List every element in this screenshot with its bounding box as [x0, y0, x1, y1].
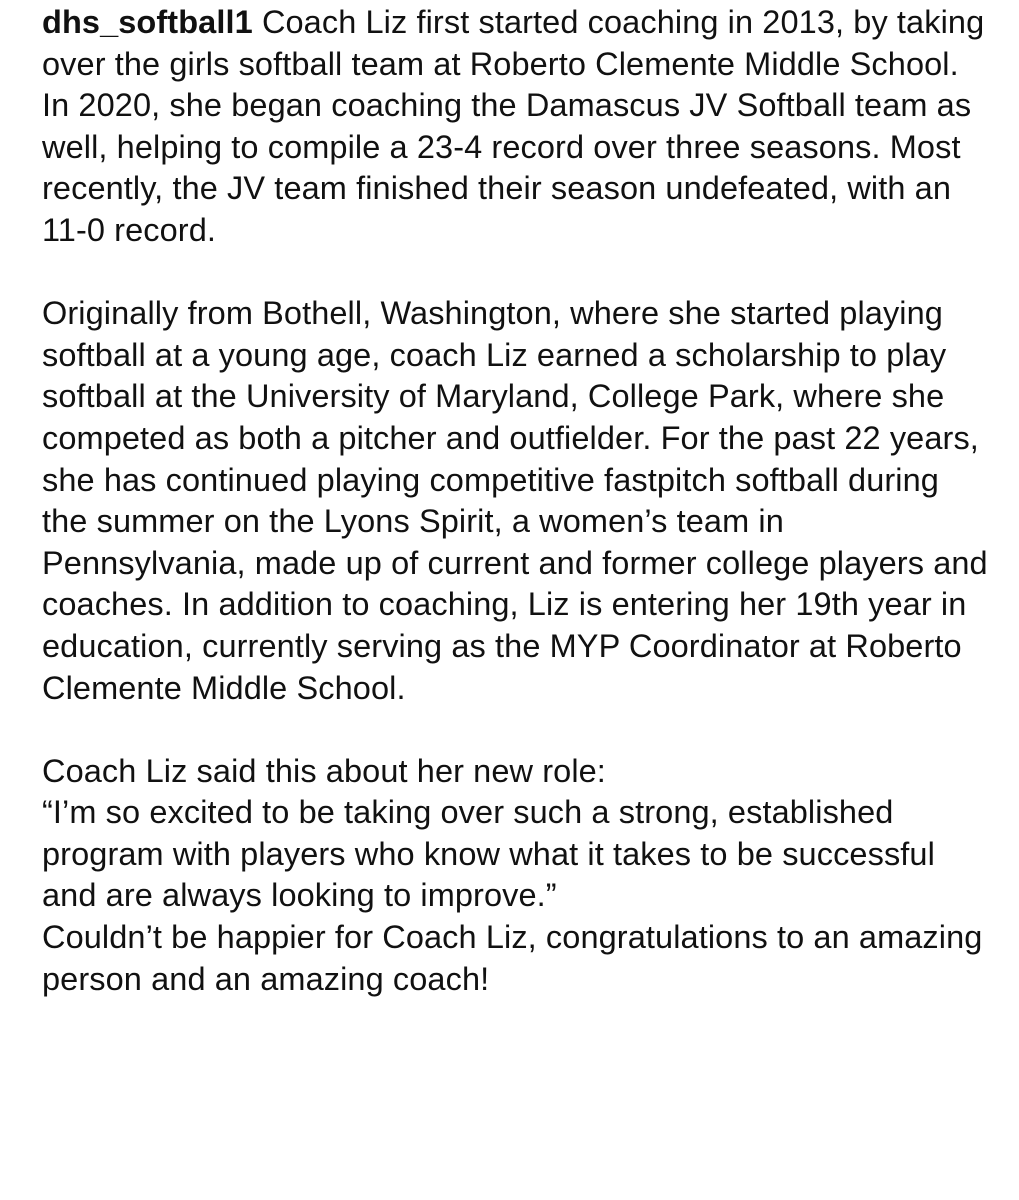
caption-text-1: Coach Liz first started coaching in 2013, by taking over the girls softball team at Roberto Clemente Middle School. In 2020, she began coaching the Damascus JV Softball team as well, helping to compile a 23-4 record over three seasons. Most recently, the JV team finished their season undefeated, with an 11-0 record.	[42, 4, 985, 248]
username-link[interactable]: dhs_softball1	[42, 4, 253, 40]
paragraph-spacer	[42, 252, 992, 294]
caption-paragraph-3: Coach Liz said this about her new role:	[42, 752, 606, 789]
caption-paragraph-1	[42, 2, 992, 252]
caption-quote: “I’m so excited to be taking over such a strong, established program with players who know what it takes to be successful and are always looking to improve.”	[42, 794, 935, 914]
paragraph-spacer	[42, 709, 992, 751]
caption-paragraph-2: Originally from Bothell, Washington, where she started playing softball at a young age, coach Liz earned a scholarship to play softball at the University of Maryland, College Park, where she competed as both a pitcher and outfielder. For the past 22 years, she has continued playing competitive fastpitch softball during the summer on the Lyons Spirit, a women’s team in Pennsylvania, made up of current and former college players and coaches. In addition to coaching, Liz is entering her 19th year in education, currently serving as the MYP Coordinator at Roberto Clemente Middle School.	[42, 295, 988, 706]
post-caption	[42, 2, 992, 1000]
caption-paragraph-5: Couldn’t be happier for Coach Liz, congratulations to an amazing person and an amazing coach!	[42, 919, 983, 997]
